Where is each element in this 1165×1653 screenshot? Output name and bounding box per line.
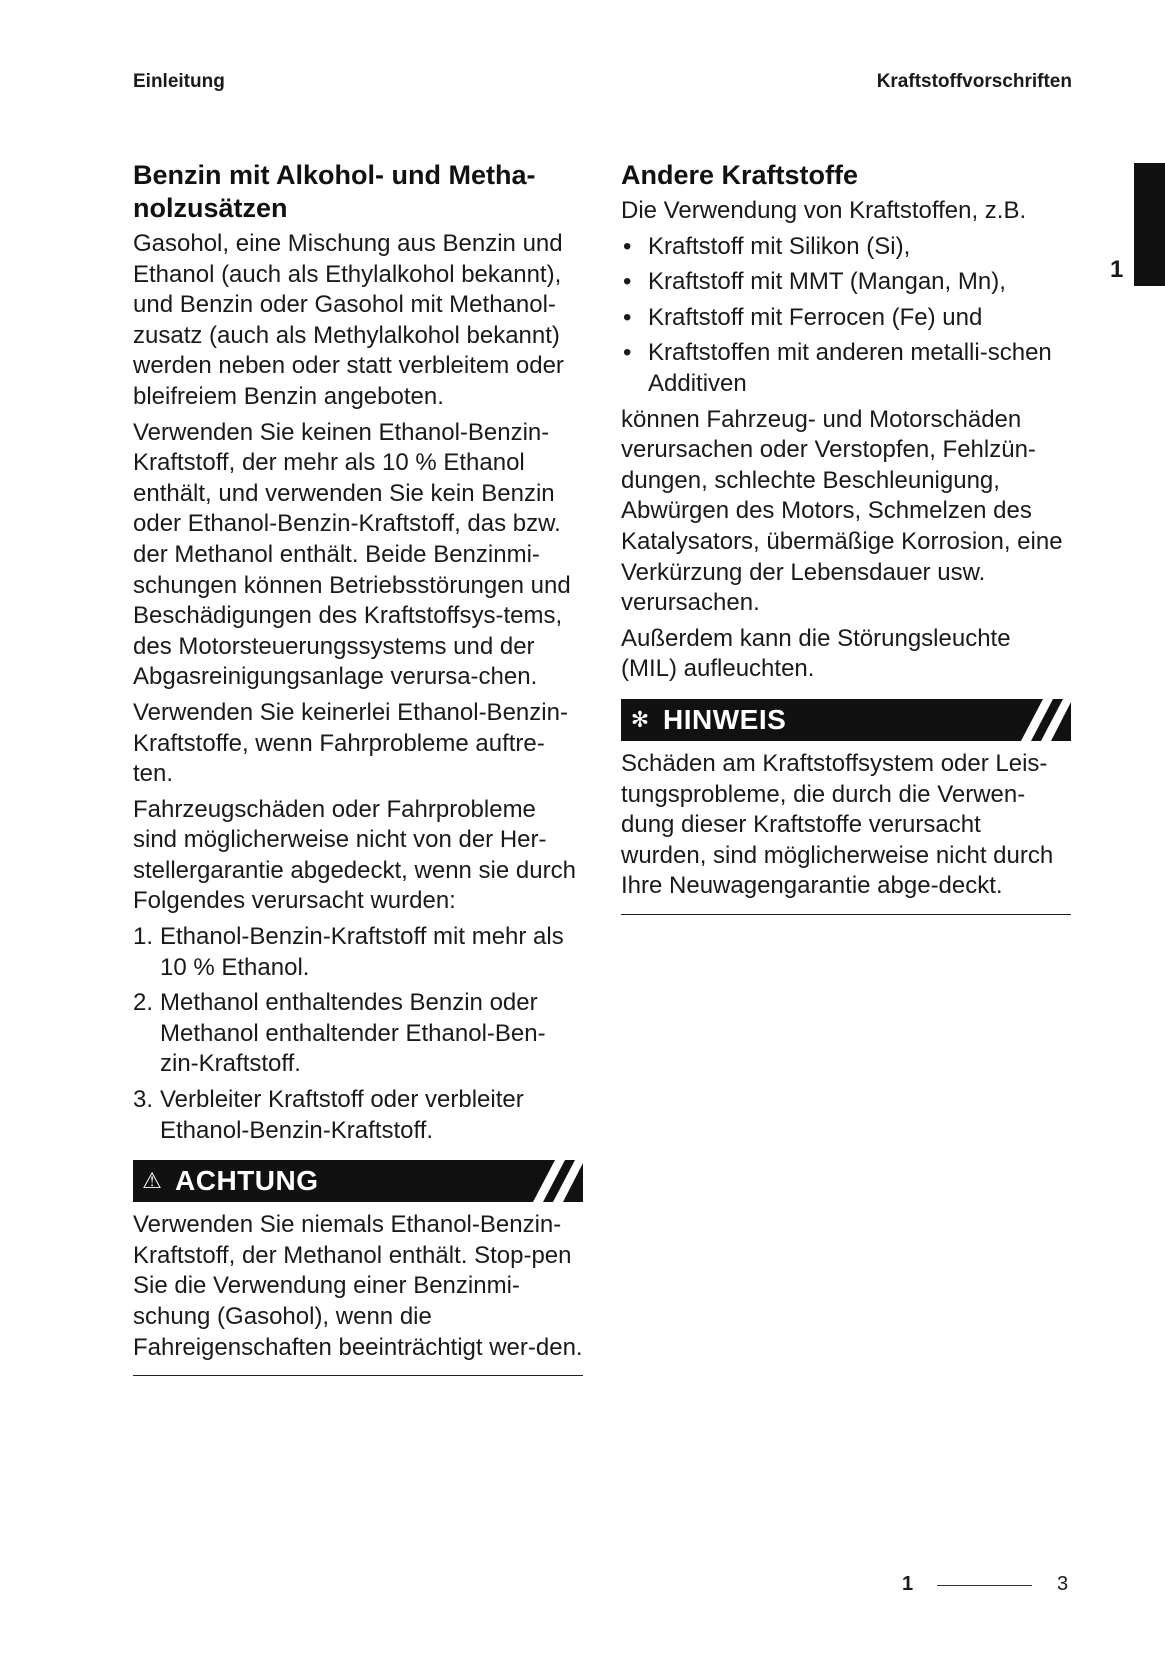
list-item-text: Kraftstoff mit Ferrocen (Fe) und xyxy=(648,303,983,331)
warning-title: ACHTUNG xyxy=(175,1165,319,1197)
footer-chapter-number: 1 xyxy=(902,1573,914,1595)
warning-banner xyxy=(133,1160,583,1202)
running-header-section: Einleitung xyxy=(133,71,225,92)
paragraph: Fahrzeugschäden oder Fahrprobleme sind möglicherweise nicht von der Her-stellergarantie abgedeckt, wenn sie durch Folgendes verursacht wurden: xyxy=(133,795,576,915)
list-item-text: Verbleiter Kraftstoff oder verbleiter Ethanol-Benzin-Kraftstoff. xyxy=(160,1086,524,1144)
warning-triangle-icon: ⚠ xyxy=(142,1168,162,1194)
list-item xyxy=(621,303,1071,334)
banner-stripes-decoration xyxy=(503,1160,583,1202)
list-item xyxy=(621,232,1071,263)
paragraph: Verwenden Sie keinen Ethanol-Benzin-Kraftstoff, der mehr als 10 % Ethanol enthält, und verwenden Sie kein Benzin oder Ethanol-Benzin-Kraftstoff, das bzw. der Methanol enthält. Beide Benzinmi-schungen können Betriebsstörungen und Beschädigungen des Kraftstoffsys-tems, des Motorsteuerungssystems und der Abgasreinigungsanlage verursa-chen. xyxy=(133,418,571,691)
banner-stripes-decoration xyxy=(991,699,1071,741)
bullet-list xyxy=(621,232,1071,400)
bullet-mark: • xyxy=(623,232,632,260)
list-item xyxy=(621,338,1071,399)
list-item-text: Ethanol-Benzin-Kraftstoff mit mehr als 10 % Ethanol. xyxy=(160,923,564,981)
chapter-thumb-tab xyxy=(1134,163,1165,286)
bullet-mark: • xyxy=(623,339,632,367)
list-item xyxy=(133,1085,583,1146)
list-item xyxy=(621,267,1071,298)
paragraph: Verwenden Sie keinerlei Ethanol-Benzin-Kraftstoffe, wenn Fahrprobleme auftre-ten. xyxy=(133,698,568,788)
right-column xyxy=(621,159,1071,915)
left-column xyxy=(133,159,583,1376)
page-number: 3 xyxy=(1057,1573,1069,1595)
running-header-chapter: Kraftstoffvorschriften xyxy=(876,71,1072,92)
warning-text: Verwenden Sie niemals Ethanol-Benzin-Kraftstoff, der Methanol enthält. Stop-pen Sie die Verwendung einer Benzinmi-schung (Gasohol), wenn die Fahreigenschaften beeinträchtigt wer-den. xyxy=(133,1211,583,1361)
chapter-thumb-number: 1 xyxy=(1110,256,1124,283)
asterisk-icon: ✻ xyxy=(630,706,650,732)
section-heading-alcohol-fuels: Benzin mit Alkohol- und Metha- nolzusätzen xyxy=(133,160,536,223)
list-number: 1. xyxy=(133,923,154,951)
bullet-mark: • xyxy=(623,268,632,296)
section-heading-other-fuels: Andere Kraftstoffe xyxy=(621,160,859,190)
list-item-text: Kraftstoff mit Silikon (Si), xyxy=(648,232,911,260)
paragraph: Gasohol, eine Mischung aus Benzin und Ethanol (auch als Ethylalkohol bekannt), und Benzin oder Gasohol mit Methanol-zusatz (auch als Methylalkohol bekannt) werden neben oder statt verbleitem oder bleifreiem Benzin angeboten. xyxy=(133,230,564,410)
numbered-list xyxy=(133,922,583,1146)
note-text: Schäden am Kraftstoffsystem oder Leis-tungsprobleme, die durch die Verwen-dung dieser Kraftstoffe verursacht wurden, sind möglicherweise nicht durch Ihre Neuwagengarantie abge-deckt. xyxy=(621,749,1054,900)
bullet-mark: • xyxy=(623,303,632,331)
footer-divider xyxy=(937,1585,1032,1586)
section-end-rule xyxy=(133,1375,583,1376)
list-item-text: Kraftstoffen mit anderen metalli-schen Additiven xyxy=(648,339,1052,397)
list-item-text: Kraftstoff mit MMT (Mangan, Mn), xyxy=(648,268,1006,296)
list-item-text: Methanol enthaltendes Benzin oder Methanol enthaltender Ethanol-Ben-zin-Kraftstoff. xyxy=(160,989,546,1078)
list-item xyxy=(133,988,583,1080)
list-number: 2. xyxy=(133,989,154,1017)
paragraph: Außerdem kann die Störungsleuchte (MIL) aufleuchten. xyxy=(621,624,1011,683)
note-title: HINWEIS xyxy=(663,703,787,735)
paragraph: können Fahrzeug- und Motorschäden verursachen oder Verstopfen, Fehlzün-dungen, schlechte Beschleunigung, Abwürgen des Motors, Schmelzen des Katalysators, übermäßige Korrosion, eine Verkürzung der Lebensdauer usw. verursachen. xyxy=(621,405,1063,617)
section-end-rule xyxy=(621,914,1071,915)
list-item xyxy=(133,922,583,983)
paragraph-intro: Die Verwendung von Kraftstoffen, z.B. xyxy=(621,197,1027,224)
list-number: 3. xyxy=(133,1086,154,1114)
note-banner xyxy=(621,699,1071,741)
